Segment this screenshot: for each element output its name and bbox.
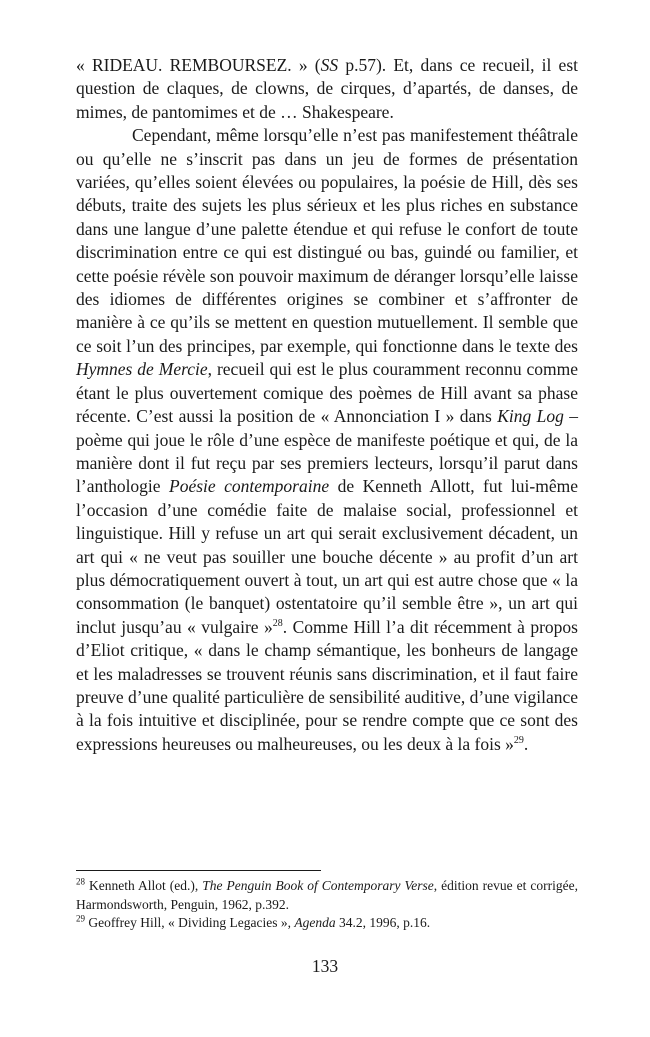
footnote-29-text-a: Geoffrey Hill, « Dividing Legacies », xyxy=(85,915,295,930)
body-text xyxy=(76,54,578,756)
footnote-divider xyxy=(76,870,321,871)
footnote-28 xyxy=(76,877,578,914)
footnote-28-text-c: , édition revue et corrigée, Harmondsworth, Penguin, 1962, p.392. xyxy=(76,878,578,912)
title-poesie-contemporaine: Poésie contemporaine xyxy=(169,476,330,497)
footnote-29 xyxy=(76,914,578,933)
page-number: 133 xyxy=(311,956,339,976)
title-king-log: King Log xyxy=(497,406,564,427)
paragraph-2-text-h: . Comme Hill l’a dit récemment à propos d’Eliot critique, « dans le champ sémantique, les bonheurs de langage et les maladresses se trouvent réunis sans discrimination, et il faut faire preuve d’une qualité particulière de sensibilité auditive, d’une vigilance à la fois intuitive et disciplinée, pour se rendre compte que ce sont des expressions heureuses ou malheureuses, ou les deux à la fois » xyxy=(76,616,578,754)
footnote-ref-29[interactable]: 29 xyxy=(513,734,524,746)
paragraph-1-abbrev: SS xyxy=(320,55,339,75)
paragraph-2-text-c: , recueil qui est le plus couramment reconnu comme étant le plus ouvertement comique des poèmes de Hill avant sa phase récente. C’est aussi la position de « Annonciation I » dans xyxy=(76,359,579,427)
footnote-29-number: 29 xyxy=(76,913,85,924)
footnote-ref-28[interactable]: 28 xyxy=(272,617,283,629)
footnote-28-number: 28 xyxy=(76,876,85,887)
footnotes xyxy=(76,877,578,933)
paragraph-1-text-c: p.57). Et, dans ce recueil, il est question de claques, de clowns, de cirques, d’apartés, de danses, de mimes, de pantomimes et de … Shakespeare. xyxy=(76,55,578,122)
footnote-29-title: Agenda xyxy=(294,915,336,930)
paragraph-2-text-a: Cependant, même lorsqu’elle n’est pas manifestement théâtrale ou qu’elle ne s’inscrit pas dans un jeu de formes de présentation variées, qu’elles soient élevées ou populaires, la poésie de Hill, dès ses débuts, traite des sujets les plus sérieux et les plus riches en substance dans une langue d’une palette étendue et qui refuse le confort de toute discrimination entre ce qui est distingué ou bas, guindé ou familier, et cette poésie révèle son pouvoir maximum de déranger lorsqu’elle laisse des idiomes de différentes origines se combiner et s’affronter de manière à ce qu’ils se mettent en question mutuellement. Il semble que ce soit l’un des principes, par exemple, qui fonctionne dans le texte des xyxy=(76,125,578,356)
paragraph-2-text-e: – poème qui joue le rôle d’une espèce de manifeste poétique et qui, de la manière dont il fut reçu par ses premiers lecteurs, lorsqu’il parut dans l’anthologie xyxy=(76,406,579,497)
paragraph-2-text-g: de Kenneth Allott, fut lui-même l’occasion d’une comédie faite de malaise social, professionnel et linguistique. Hill y refuse un art qui serait exclusivement décadent, un art qui « ne veut pas souiller une bouche décente » au profit d’un art plus démocratiquement ouvert à tout, un art qui est autre chose que « la consommation (le banquet) ostentatoire qu’il semble être », un art qui inclut jusqu’au « vulgaire » xyxy=(76,476,578,637)
paragraph-2-text-i: . xyxy=(523,733,529,754)
footnote-28-text-a: Kenneth Allot (ed.), xyxy=(85,878,203,893)
footnote-29-text-c: 34.2, 1996, p.16. xyxy=(335,915,431,930)
paragraph-1 xyxy=(76,54,578,124)
paragraph-1-text-a: « RIDEAU. REMBOURSEZ. » ( xyxy=(76,55,321,75)
paragraph-2 xyxy=(76,124,578,756)
footnote-28-title: The Penguin Book of Contemporary Verse xyxy=(202,878,434,893)
title-hymnes-de-mercie: Hymnes de Mercie xyxy=(76,359,208,380)
